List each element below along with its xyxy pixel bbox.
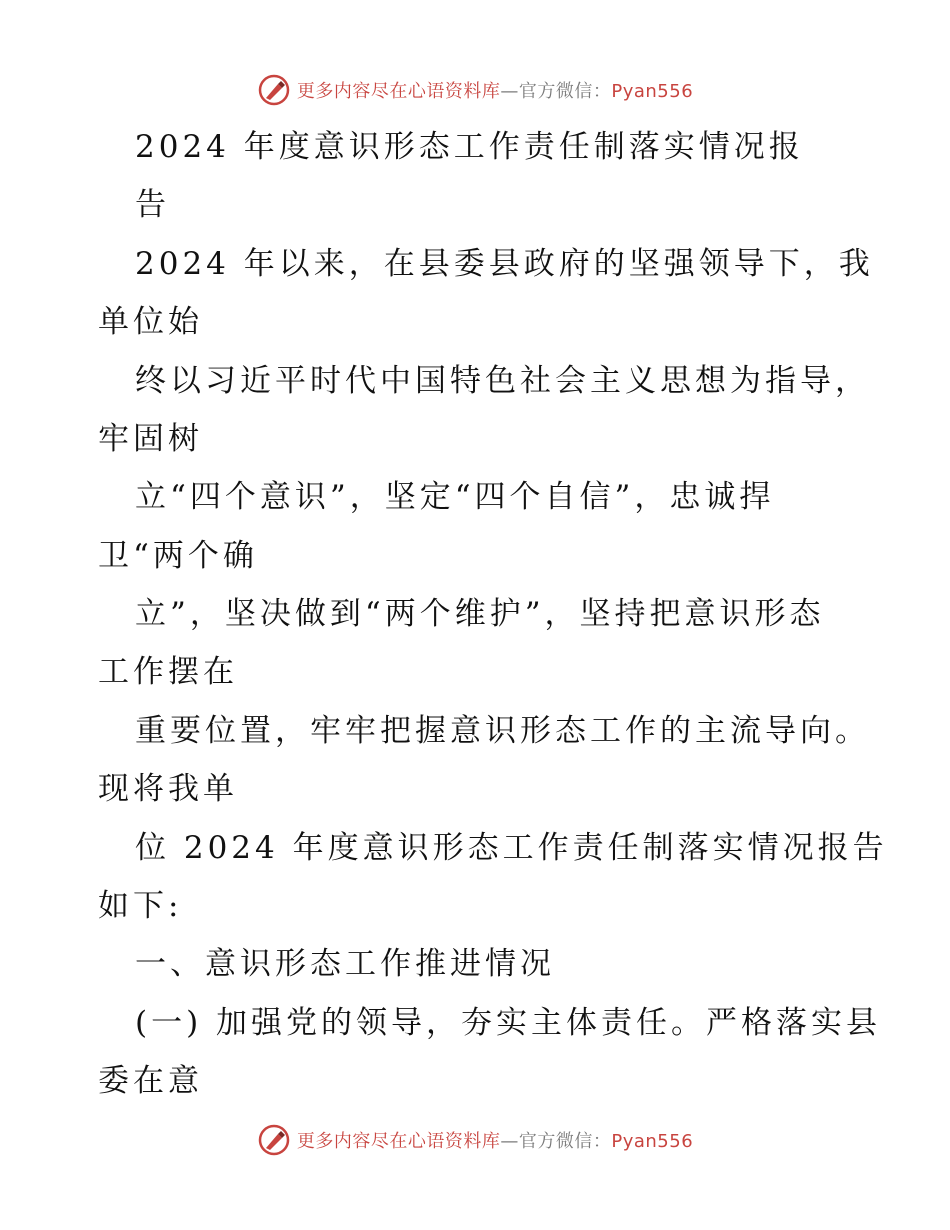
doc-line: 委在意 (98, 1063, 203, 1099)
watermark-official: 官方微信： (518, 81, 612, 102)
watermark-lead: 更多内容尽在心语资料库 (296, 1131, 501, 1152)
watermark-account: Pyan556 (611, 81, 694, 102)
watermark-dash: — (500, 81, 519, 102)
doc-line: 现将我单 (98, 771, 238, 807)
header-watermark (0, 70, 950, 110)
watermark-dash: — (500, 1131, 519, 1152)
doc-title-line-1: 2024 年度意识形态工作责任制落实情况报 (135, 129, 804, 165)
doc-line: 立“四个意识”，坚定“四个自信”，忠诚捍 (135, 479, 775, 515)
doc-line: 重要位置，牢牢把握意识形态工作的主流导向。 (135, 713, 870, 749)
doc-line: 立”，坚决做到“两个维护”，坚持把意识形态 (135, 596, 825, 632)
pen-nib-logo-icon (257, 1123, 291, 1157)
doc-line: 单位始 (98, 304, 203, 340)
doc-line: 卫“两个确 (98, 538, 258, 574)
footer-watermark (0, 1120, 950, 1160)
pen-nib-logo-icon (257, 73, 291, 107)
watermark-lead: 更多内容尽在心语资料库 (296, 81, 501, 102)
doc-title-line-2: 告 (135, 187, 170, 223)
doc-line: 工作摆在 (98, 654, 238, 690)
doc-line: 终以习近平时代中国特色社会主义思想为指导， (135, 363, 870, 399)
doc-line: 2024 年以来，在县委县政府的坚强领导下，我 (135, 246, 874, 282)
doc-line: 位 2024 年度意识形态工作责任制落实情况报告 (135, 830, 888, 866)
subsection-heading: (一) 加强党的领导，夯实主体责任。严格落实县 (135, 1005, 882, 1041)
section-heading: 一、意识形态工作推进情况 (135, 946, 555, 982)
doc-line: 如下: (98, 888, 183, 924)
watermark-text (297, 1127, 693, 1153)
doc-line: 牢固树 (98, 421, 203, 457)
watermark-text (297, 77, 693, 103)
watermark-official: 官方微信： (518, 1131, 612, 1152)
watermark-account: Pyan556 (611, 1131, 694, 1152)
